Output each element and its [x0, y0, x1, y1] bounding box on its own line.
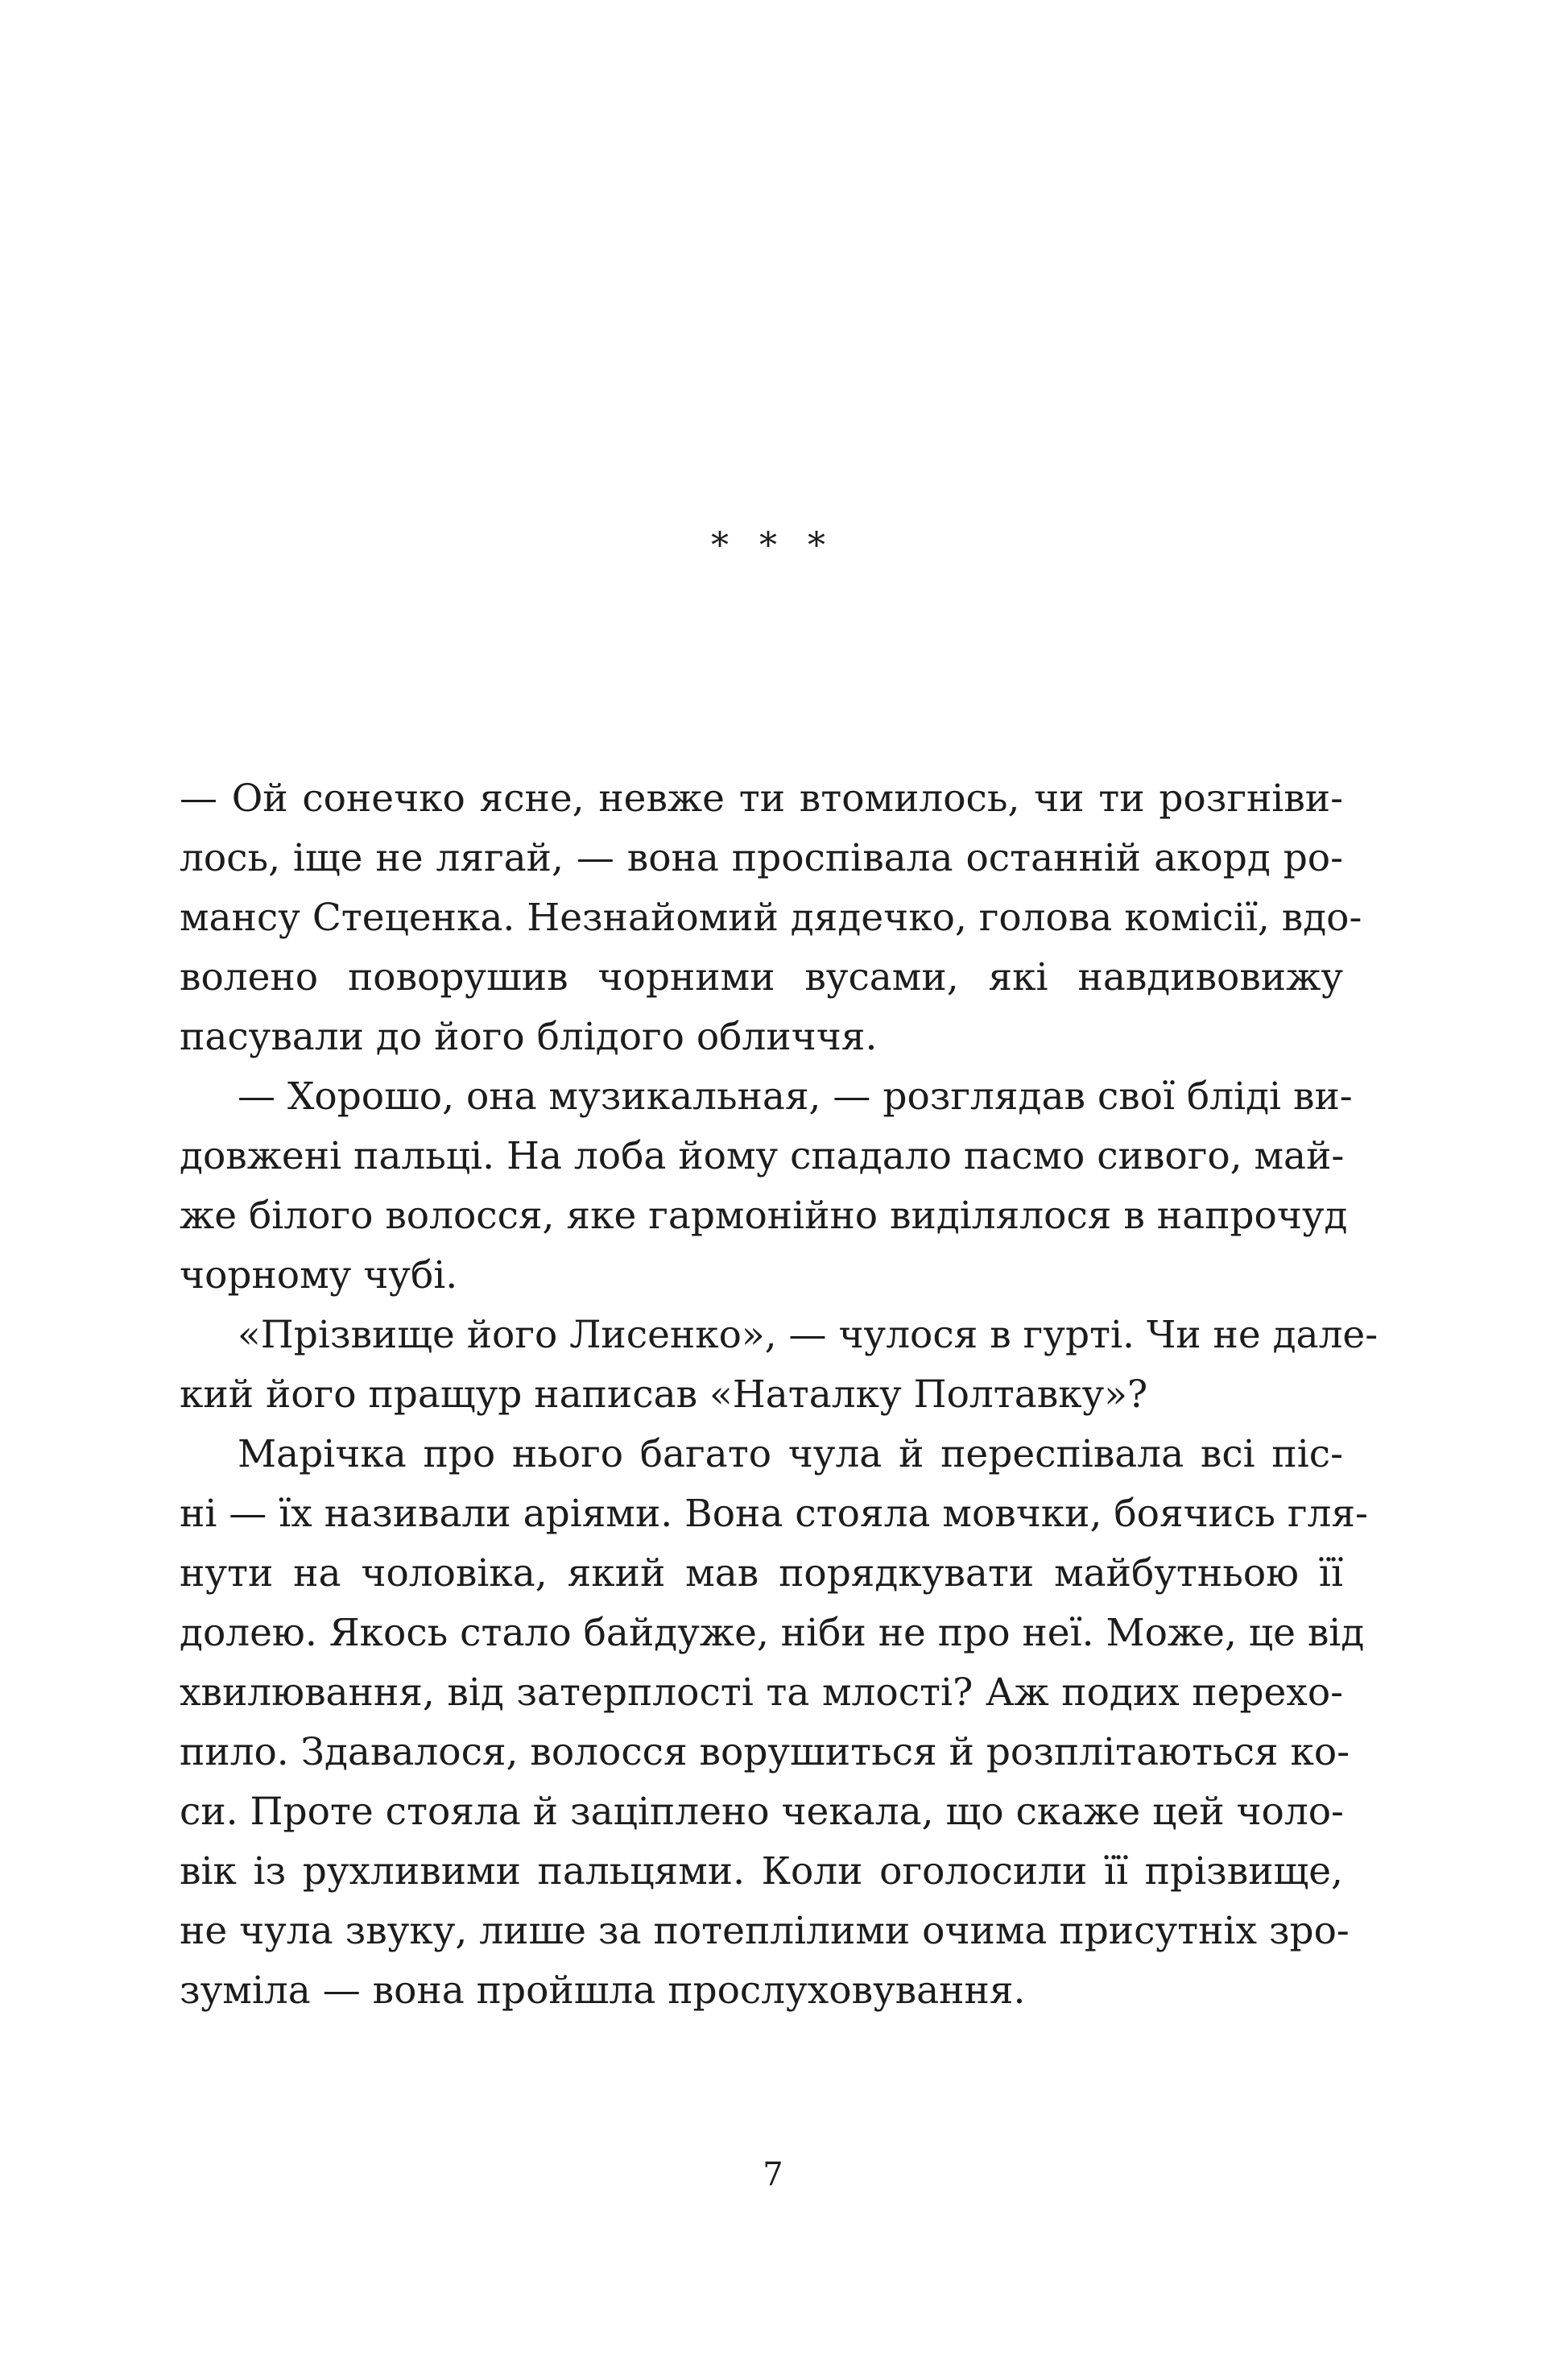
section-separator: * * *: [711, 525, 835, 566]
text-line: — Ой сонечко ясне, невже ти втомилось, чи ти розгніви-: [180, 776, 1343, 821]
text-line: пило. Здавалося, волосся ворушиться й розплітаються ко-: [180, 1730, 1350, 1774]
page-number: 7: [763, 2156, 783, 2193]
text-line: Марічка про нього багато чула й переспівала всі піс-: [238, 1432, 1343, 1476]
paragraph: [180, 769, 1362, 1067]
text-line: — Хорошо, она музикальная, — розглядав свої бліді ви-: [238, 1074, 1353, 1119]
text-line: мансу Стеценка. Незнайомий дядечко, голова комісії, вдо-: [180, 896, 1362, 940]
text-line: долею. Якось стало байдуже, ніби не про неї. Може, це від: [180, 1611, 1365, 1655]
text-line: не чула звуку, лише за потеплілими очима присутніх зро-: [180, 1909, 1350, 1953]
text-line: хвилювання, від затерплості та млості? Аж подих перехо-: [180, 1670, 1343, 1715]
text-line: волено поворушив чорними вусами, які навдивовижу: [180, 955, 1343, 1000]
text-line: нути на чоловіка, який мав порядкувати майбутньою її: [180, 1551, 1343, 1596]
paragraph: [180, 1067, 1353, 1306]
body-text: [180, 769, 1379, 2021]
text-line: ні — їх називали аріями. Вона стояла мовчки, боячись гля-: [180, 1492, 1368, 1536]
text-line: пасували до його блідого обличчя.: [180, 1015, 878, 1059]
text-line: зуміла — вона пройшла прослуховування.: [180, 1968, 1026, 2013]
text-line: довжені пальці. На лоба йому спадало пасмо сивого, май-: [180, 1134, 1345, 1178]
text-line: лось, іще не лягай, — вона проспівала останній акорд ро-: [180, 836, 1343, 880]
text-line: «Прізвище його Лисенко», — чулося в гурті. Чи не дале-: [238, 1313, 1379, 1357]
text-line: вік із рухливими пальцями. Коли оголосили її прізвище,: [180, 1849, 1343, 1894]
paragraph: [180, 1306, 1379, 1425]
text-line: же білого волосся, яке гармонійно виділялося в напрочуд: [180, 1194, 1348, 1238]
paragraph: [180, 1425, 1368, 2021]
text-line: си. Проте стояла й заціплено чекала, що скаже цей чоло-: [180, 1790, 1344, 1834]
text-line: кий його пращур написав «Наталку Полтавку»?: [180, 1372, 1148, 1417]
text-line: чорному чубі.: [180, 1253, 458, 1298]
